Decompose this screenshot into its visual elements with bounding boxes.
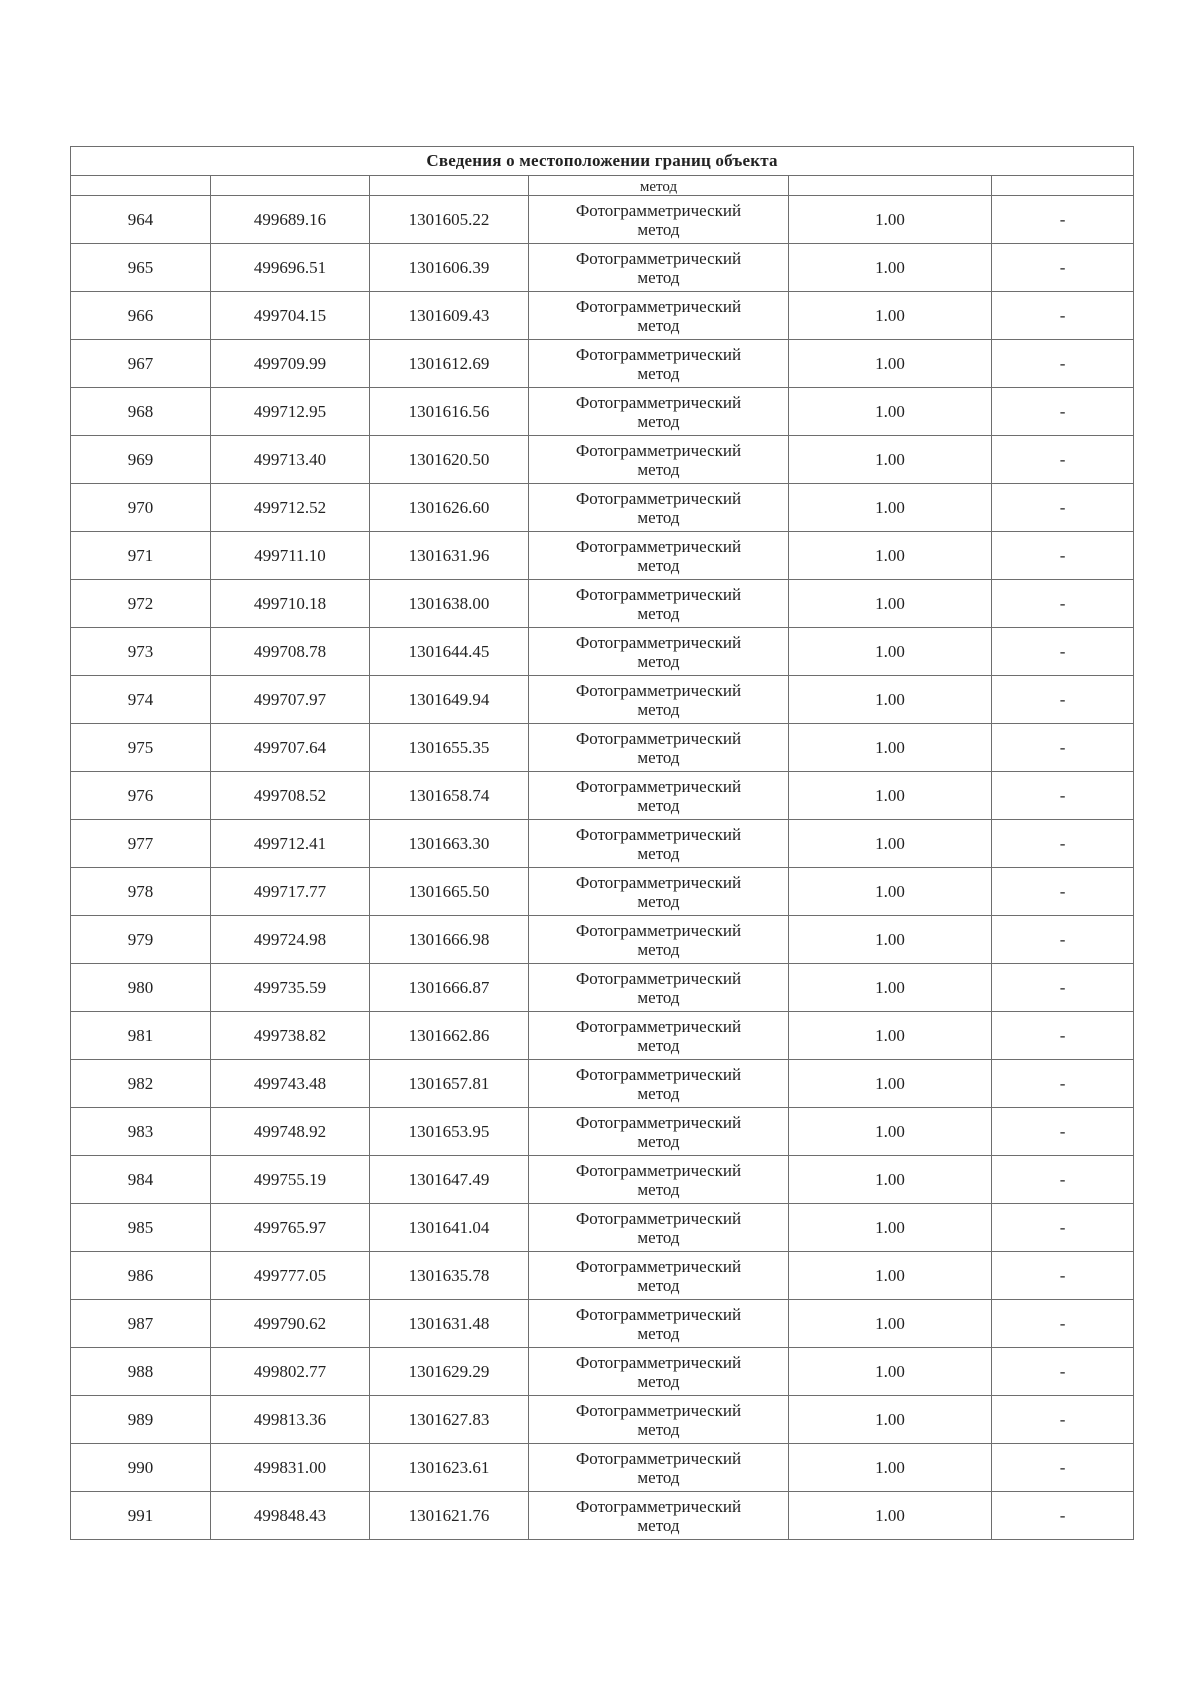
note-value: - bbox=[992, 1252, 1134, 1300]
table-row bbox=[71, 916, 1134, 964]
accuracy-value: 1.00 bbox=[789, 868, 992, 916]
method-line-2: метод bbox=[637, 1035, 680, 1055]
point-number: 972 bbox=[71, 580, 211, 628]
method-cell bbox=[529, 1444, 789, 1492]
point-number: 974 bbox=[71, 676, 211, 724]
table-body bbox=[71, 147, 1134, 1540]
coordinate-y: 1301665.50 bbox=[370, 868, 529, 916]
point-number: 987 bbox=[71, 1300, 211, 1348]
table-row bbox=[71, 868, 1134, 916]
point-number: 965 bbox=[71, 244, 211, 292]
coordinate-y: 1301657.81 bbox=[370, 1060, 529, 1108]
point-number: 981 bbox=[71, 1012, 211, 1060]
point-number: 975 bbox=[71, 724, 211, 772]
point-number: 978 bbox=[71, 868, 211, 916]
method-cell bbox=[529, 676, 789, 724]
method-line-2: метод bbox=[637, 555, 680, 575]
coordinate-y: 1301605.22 bbox=[370, 196, 529, 244]
coordinate-x: 499712.95 bbox=[211, 388, 370, 436]
note-value: - bbox=[992, 388, 1134, 436]
method-cell bbox=[529, 1204, 789, 1252]
note-value: - bbox=[992, 1396, 1134, 1444]
note-value: - bbox=[992, 292, 1134, 340]
method-line-1: Фотограмметрический bbox=[575, 1064, 742, 1084]
accuracy-value: 1.00 bbox=[789, 676, 992, 724]
table-row bbox=[71, 292, 1134, 340]
coordinate-y: 1301662.86 bbox=[370, 1012, 529, 1060]
method-line-1: Фотограмметрический bbox=[575, 1256, 742, 1276]
accuracy-value: 1.00 bbox=[789, 388, 992, 436]
point-number: 989 bbox=[71, 1396, 211, 1444]
table-row bbox=[71, 1204, 1134, 1252]
method-line-2: метод bbox=[637, 507, 680, 527]
accuracy-value: 1.00 bbox=[789, 532, 992, 580]
coordinate-y: 1301653.95 bbox=[370, 1108, 529, 1156]
note-value: - bbox=[992, 1108, 1134, 1156]
point-number: 966 bbox=[71, 292, 211, 340]
coordinate-y: 1301606.39 bbox=[370, 244, 529, 292]
coordinate-y: 1301627.83 bbox=[370, 1396, 529, 1444]
accuracy-value: 1.00 bbox=[789, 1108, 992, 1156]
coordinate-x: 499848.43 bbox=[211, 1492, 370, 1540]
method-cell bbox=[529, 196, 789, 244]
coordinate-x: 499710.18 bbox=[211, 580, 370, 628]
table-row bbox=[71, 676, 1134, 724]
point-number: 982 bbox=[71, 1060, 211, 1108]
coordinate-y: 1301638.00 bbox=[370, 580, 529, 628]
note-value: - bbox=[992, 196, 1134, 244]
table-row bbox=[71, 388, 1134, 436]
method-line-2: метод bbox=[637, 411, 680, 431]
accuracy-value: 1.00 bbox=[789, 1348, 992, 1396]
note-value: - bbox=[992, 1060, 1134, 1108]
coordinate-y: 1301629.29 bbox=[370, 1348, 529, 1396]
method-line-2: метод bbox=[637, 315, 680, 335]
coordinate-x: 499743.48 bbox=[211, 1060, 370, 1108]
point-number: 971 bbox=[71, 532, 211, 580]
coordinate-x: 499765.97 bbox=[211, 1204, 370, 1252]
method-line-2: метод bbox=[637, 1275, 680, 1295]
point-number: 973 bbox=[71, 628, 211, 676]
method-cell bbox=[529, 1348, 789, 1396]
method-cell bbox=[529, 724, 789, 772]
accuracy-value: 1.00 bbox=[789, 580, 992, 628]
note-value: - bbox=[992, 964, 1134, 1012]
method-cell bbox=[529, 1108, 789, 1156]
coordinate-y: 1301631.96 bbox=[370, 532, 529, 580]
continuation-cell-method: метод bbox=[529, 176, 789, 196]
table-row bbox=[71, 1348, 1134, 1396]
coordinate-x: 499711.10 bbox=[211, 532, 370, 580]
coordinate-y: 1301663.30 bbox=[370, 820, 529, 868]
coordinate-x: 499707.64 bbox=[211, 724, 370, 772]
accuracy-value: 1.00 bbox=[789, 1396, 992, 1444]
table-row bbox=[71, 196, 1134, 244]
coordinate-y: 1301623.61 bbox=[370, 1444, 529, 1492]
note-value: - bbox=[992, 772, 1134, 820]
method-line-2: метод bbox=[637, 459, 680, 479]
coordinate-y: 1301658.74 bbox=[370, 772, 529, 820]
note-value: - bbox=[992, 628, 1134, 676]
point-number: 985 bbox=[71, 1204, 211, 1252]
method-line-1: Фотограмметрический bbox=[575, 1496, 742, 1516]
accuracy-value: 1.00 bbox=[789, 1156, 992, 1204]
table-row bbox=[71, 436, 1134, 484]
accuracy-value: 1.00 bbox=[789, 340, 992, 388]
accuracy-value: 1.00 bbox=[789, 820, 992, 868]
method-cell bbox=[529, 868, 789, 916]
note-value: - bbox=[992, 1156, 1134, 1204]
method-line-2: метод bbox=[637, 1323, 680, 1343]
method-line-1: Фотограмметрический bbox=[575, 1208, 742, 1228]
method-line-1: Фотограмметрический bbox=[575, 872, 742, 892]
coordinate-x: 499689.16 bbox=[211, 196, 370, 244]
point-number: 964 bbox=[71, 196, 211, 244]
method-cell bbox=[529, 532, 789, 580]
method-line-2: метод bbox=[637, 939, 680, 959]
method-cell bbox=[529, 820, 789, 868]
point-number: 980 bbox=[71, 964, 211, 1012]
method-line-1: Фотограмметрический bbox=[575, 296, 742, 316]
method-line-2: метод bbox=[637, 795, 680, 815]
note-value: - bbox=[992, 1300, 1134, 1348]
coordinate-x: 499802.77 bbox=[211, 1348, 370, 1396]
table-row bbox=[71, 1252, 1134, 1300]
coordinate-x: 499708.52 bbox=[211, 772, 370, 820]
method-line-2: метод bbox=[637, 1515, 680, 1535]
method-cell bbox=[529, 772, 789, 820]
method-line-1: Фотограмметрический bbox=[575, 584, 742, 604]
method-line-2: метод bbox=[637, 699, 680, 719]
accuracy-value: 1.00 bbox=[789, 964, 992, 1012]
point-number: 967 bbox=[71, 340, 211, 388]
method-cell bbox=[529, 1060, 789, 1108]
table-row bbox=[71, 484, 1134, 532]
note-value: - bbox=[992, 340, 1134, 388]
coordinate-x: 499777.05 bbox=[211, 1252, 370, 1300]
continuation-cell-x bbox=[211, 176, 370, 196]
table-row bbox=[71, 1108, 1134, 1156]
coordinate-y: 1301609.43 bbox=[370, 292, 529, 340]
method-line-2: метод bbox=[637, 1419, 680, 1439]
method-cell bbox=[529, 1156, 789, 1204]
coordinate-x: 499717.77 bbox=[211, 868, 370, 916]
note-value: - bbox=[992, 1348, 1134, 1396]
accuracy-value: 1.00 bbox=[789, 196, 992, 244]
coordinate-x: 499813.36 bbox=[211, 1396, 370, 1444]
point-number: 969 bbox=[71, 436, 211, 484]
coordinate-y: 1301655.35 bbox=[370, 724, 529, 772]
point-number: 984 bbox=[71, 1156, 211, 1204]
method-line-1: Фотограмметрический bbox=[575, 728, 742, 748]
method-line-2: метод bbox=[637, 651, 680, 671]
method-line-1: Фотограмметрический bbox=[575, 200, 742, 220]
method-cell bbox=[529, 388, 789, 436]
coordinate-x: 499735.59 bbox=[211, 964, 370, 1012]
table-row bbox=[71, 1444, 1134, 1492]
coordinate-x: 499712.52 bbox=[211, 484, 370, 532]
method-line-2: метод bbox=[637, 891, 680, 911]
method-line-1: Фотограмметрический bbox=[575, 680, 742, 700]
document-page bbox=[70, 146, 1133, 1540]
coordinate-x: 499696.51 bbox=[211, 244, 370, 292]
method-line-1: Фотограмметрический bbox=[575, 248, 742, 268]
point-number: 990 bbox=[71, 1444, 211, 1492]
note-value: - bbox=[992, 436, 1134, 484]
method-line-2: метод bbox=[637, 1227, 680, 1247]
coordinate-y: 1301620.50 bbox=[370, 436, 529, 484]
coordinate-x: 499724.98 bbox=[211, 916, 370, 964]
note-value: - bbox=[992, 868, 1134, 916]
coordinate-y: 1301616.56 bbox=[370, 388, 529, 436]
method-line-2: метод bbox=[637, 1083, 680, 1103]
point-number: 979 bbox=[71, 916, 211, 964]
method-line-1: Фотограмметрический bbox=[575, 1112, 742, 1132]
method-cell bbox=[529, 292, 789, 340]
coordinate-x: 499709.99 bbox=[211, 340, 370, 388]
accuracy-value: 1.00 bbox=[789, 1252, 992, 1300]
point-number: 970 bbox=[71, 484, 211, 532]
table-row bbox=[71, 724, 1134, 772]
method-line-1: Фотограмметрический bbox=[575, 776, 742, 796]
coordinate-x: 499704.15 bbox=[211, 292, 370, 340]
method-line-1: Фотограмметрический bbox=[575, 536, 742, 556]
coordinate-x: 499712.41 bbox=[211, 820, 370, 868]
point-number: 986 bbox=[71, 1252, 211, 1300]
method-line-1: Фотограмметрический bbox=[575, 344, 742, 364]
note-value: - bbox=[992, 1012, 1134, 1060]
point-number: 977 bbox=[71, 820, 211, 868]
coordinate-y: 1301621.76 bbox=[370, 1492, 529, 1540]
method-line-1: Фотограмметрический bbox=[575, 632, 742, 652]
table-row bbox=[71, 1492, 1134, 1540]
coordinate-x: 499748.92 bbox=[211, 1108, 370, 1156]
continuation-cell-accuracy bbox=[789, 176, 992, 196]
table-row bbox=[71, 1300, 1134, 1348]
method-line-1: Фотограмметрический bbox=[575, 1448, 742, 1468]
point-number: 983 bbox=[71, 1108, 211, 1156]
method-line-2: метод bbox=[637, 747, 680, 767]
method-line-1: Фотограмметрический bbox=[575, 1304, 742, 1324]
coordinate-y: 1301666.98 bbox=[370, 916, 529, 964]
boundary-coordinates-table bbox=[70, 146, 1134, 1540]
accuracy-value: 1.00 bbox=[789, 724, 992, 772]
method-line-2: метод bbox=[637, 603, 680, 623]
coordinate-y: 1301631.48 bbox=[370, 1300, 529, 1348]
method-line-1: Фотограмметрический bbox=[575, 392, 742, 412]
method-cell bbox=[529, 580, 789, 628]
method-line-2: метод bbox=[637, 987, 680, 1007]
note-value: - bbox=[992, 1492, 1134, 1540]
continuation-cell-number bbox=[71, 176, 211, 196]
method-line-2: метод bbox=[637, 1131, 680, 1151]
method-line-2: метод bbox=[637, 1467, 680, 1487]
method-line-2: метод bbox=[637, 219, 680, 239]
table-row bbox=[71, 1156, 1134, 1204]
coordinate-y: 1301647.49 bbox=[370, 1156, 529, 1204]
method-cell bbox=[529, 340, 789, 388]
note-value: - bbox=[992, 244, 1134, 292]
table-row bbox=[71, 820, 1134, 868]
method-line-1: Фотограмметрический bbox=[575, 1016, 742, 1036]
method-cell bbox=[529, 964, 789, 1012]
coordinate-y: 1301644.45 bbox=[370, 628, 529, 676]
table-row bbox=[71, 580, 1134, 628]
method-line-1: Фотограмметрический bbox=[575, 968, 742, 988]
method-line-1: Фотограмметрический bbox=[575, 488, 742, 508]
method-line-1: Фотограмметрический bbox=[575, 920, 742, 940]
note-value: - bbox=[992, 1204, 1134, 1252]
method-line-2: метод bbox=[637, 843, 680, 863]
coordinate-x: 499708.78 bbox=[211, 628, 370, 676]
note-value: - bbox=[992, 532, 1134, 580]
coordinate-y: 1301666.87 bbox=[370, 964, 529, 1012]
coordinate-y: 1301626.60 bbox=[370, 484, 529, 532]
point-number: 976 bbox=[71, 772, 211, 820]
coordinate-y: 1301649.94 bbox=[370, 676, 529, 724]
accuracy-value: 1.00 bbox=[789, 1444, 992, 1492]
method-cell bbox=[529, 436, 789, 484]
method-line-2: метод bbox=[637, 363, 680, 383]
method-line-1: Фотограмметрический bbox=[575, 1400, 742, 1420]
coordinate-y: 1301641.04 bbox=[370, 1204, 529, 1252]
table-row bbox=[71, 772, 1134, 820]
accuracy-value: 1.00 bbox=[789, 1492, 992, 1540]
continuation-row bbox=[71, 176, 1134, 196]
table-row bbox=[71, 1396, 1134, 1444]
accuracy-value: 1.00 bbox=[789, 244, 992, 292]
table-row bbox=[71, 628, 1134, 676]
method-line-2: метод bbox=[637, 1179, 680, 1199]
method-cell bbox=[529, 1012, 789, 1060]
method-cell bbox=[529, 244, 789, 292]
accuracy-value: 1.00 bbox=[789, 1012, 992, 1060]
note-value: - bbox=[992, 724, 1134, 772]
table-row bbox=[71, 1060, 1134, 1108]
note-value: - bbox=[992, 580, 1134, 628]
method-cell bbox=[529, 916, 789, 964]
accuracy-value: 1.00 bbox=[789, 1060, 992, 1108]
note-value: - bbox=[992, 916, 1134, 964]
method-line-1: Фотограмметрический bbox=[575, 824, 742, 844]
coordinate-x: 499790.62 bbox=[211, 1300, 370, 1348]
accuracy-value: 1.00 bbox=[789, 292, 992, 340]
coordinate-x: 499738.82 bbox=[211, 1012, 370, 1060]
method-cell bbox=[529, 1492, 789, 1540]
table-row bbox=[71, 340, 1134, 388]
method-line-1: Фотограмметрический bbox=[575, 1160, 742, 1180]
point-number: 991 bbox=[71, 1492, 211, 1540]
method-line-2: метод bbox=[637, 267, 680, 287]
note-value: - bbox=[992, 820, 1134, 868]
table-row bbox=[71, 244, 1134, 292]
coordinate-x: 499831.00 bbox=[211, 1444, 370, 1492]
point-number: 988 bbox=[71, 1348, 211, 1396]
continuation-cell-y bbox=[370, 176, 529, 196]
method-cell bbox=[529, 1300, 789, 1348]
table-title: Сведения о местоположении границ объекта bbox=[71, 147, 1134, 176]
table-row bbox=[71, 1012, 1134, 1060]
point-number: 968 bbox=[71, 388, 211, 436]
accuracy-value: 1.00 bbox=[789, 1300, 992, 1348]
method-cell bbox=[529, 484, 789, 532]
accuracy-value: 1.00 bbox=[789, 772, 992, 820]
accuracy-value: 1.00 bbox=[789, 484, 992, 532]
table-row bbox=[71, 964, 1134, 1012]
table-title-row bbox=[71, 147, 1134, 176]
continuation-cell-note bbox=[992, 176, 1134, 196]
coordinate-x: 499713.40 bbox=[211, 436, 370, 484]
accuracy-value: 1.00 bbox=[789, 916, 992, 964]
note-value: - bbox=[992, 484, 1134, 532]
coordinate-y: 1301612.69 bbox=[370, 340, 529, 388]
accuracy-value: 1.00 bbox=[789, 436, 992, 484]
method-cell bbox=[529, 628, 789, 676]
method-line-1: Фотограмметрический bbox=[575, 440, 742, 460]
coordinate-y: 1301635.78 bbox=[370, 1252, 529, 1300]
note-value: - bbox=[992, 676, 1134, 724]
accuracy-value: 1.00 bbox=[789, 628, 992, 676]
method-line-1: Фотограмметрический bbox=[575, 1352, 742, 1372]
method-cell bbox=[529, 1252, 789, 1300]
method-cell bbox=[529, 1396, 789, 1444]
method-line-2: метод bbox=[637, 1371, 680, 1391]
coordinate-x: 499755.19 bbox=[211, 1156, 370, 1204]
note-value: - bbox=[992, 1444, 1134, 1492]
table-row bbox=[71, 532, 1134, 580]
coordinate-x: 499707.97 bbox=[211, 676, 370, 724]
accuracy-value: 1.00 bbox=[789, 1204, 992, 1252]
